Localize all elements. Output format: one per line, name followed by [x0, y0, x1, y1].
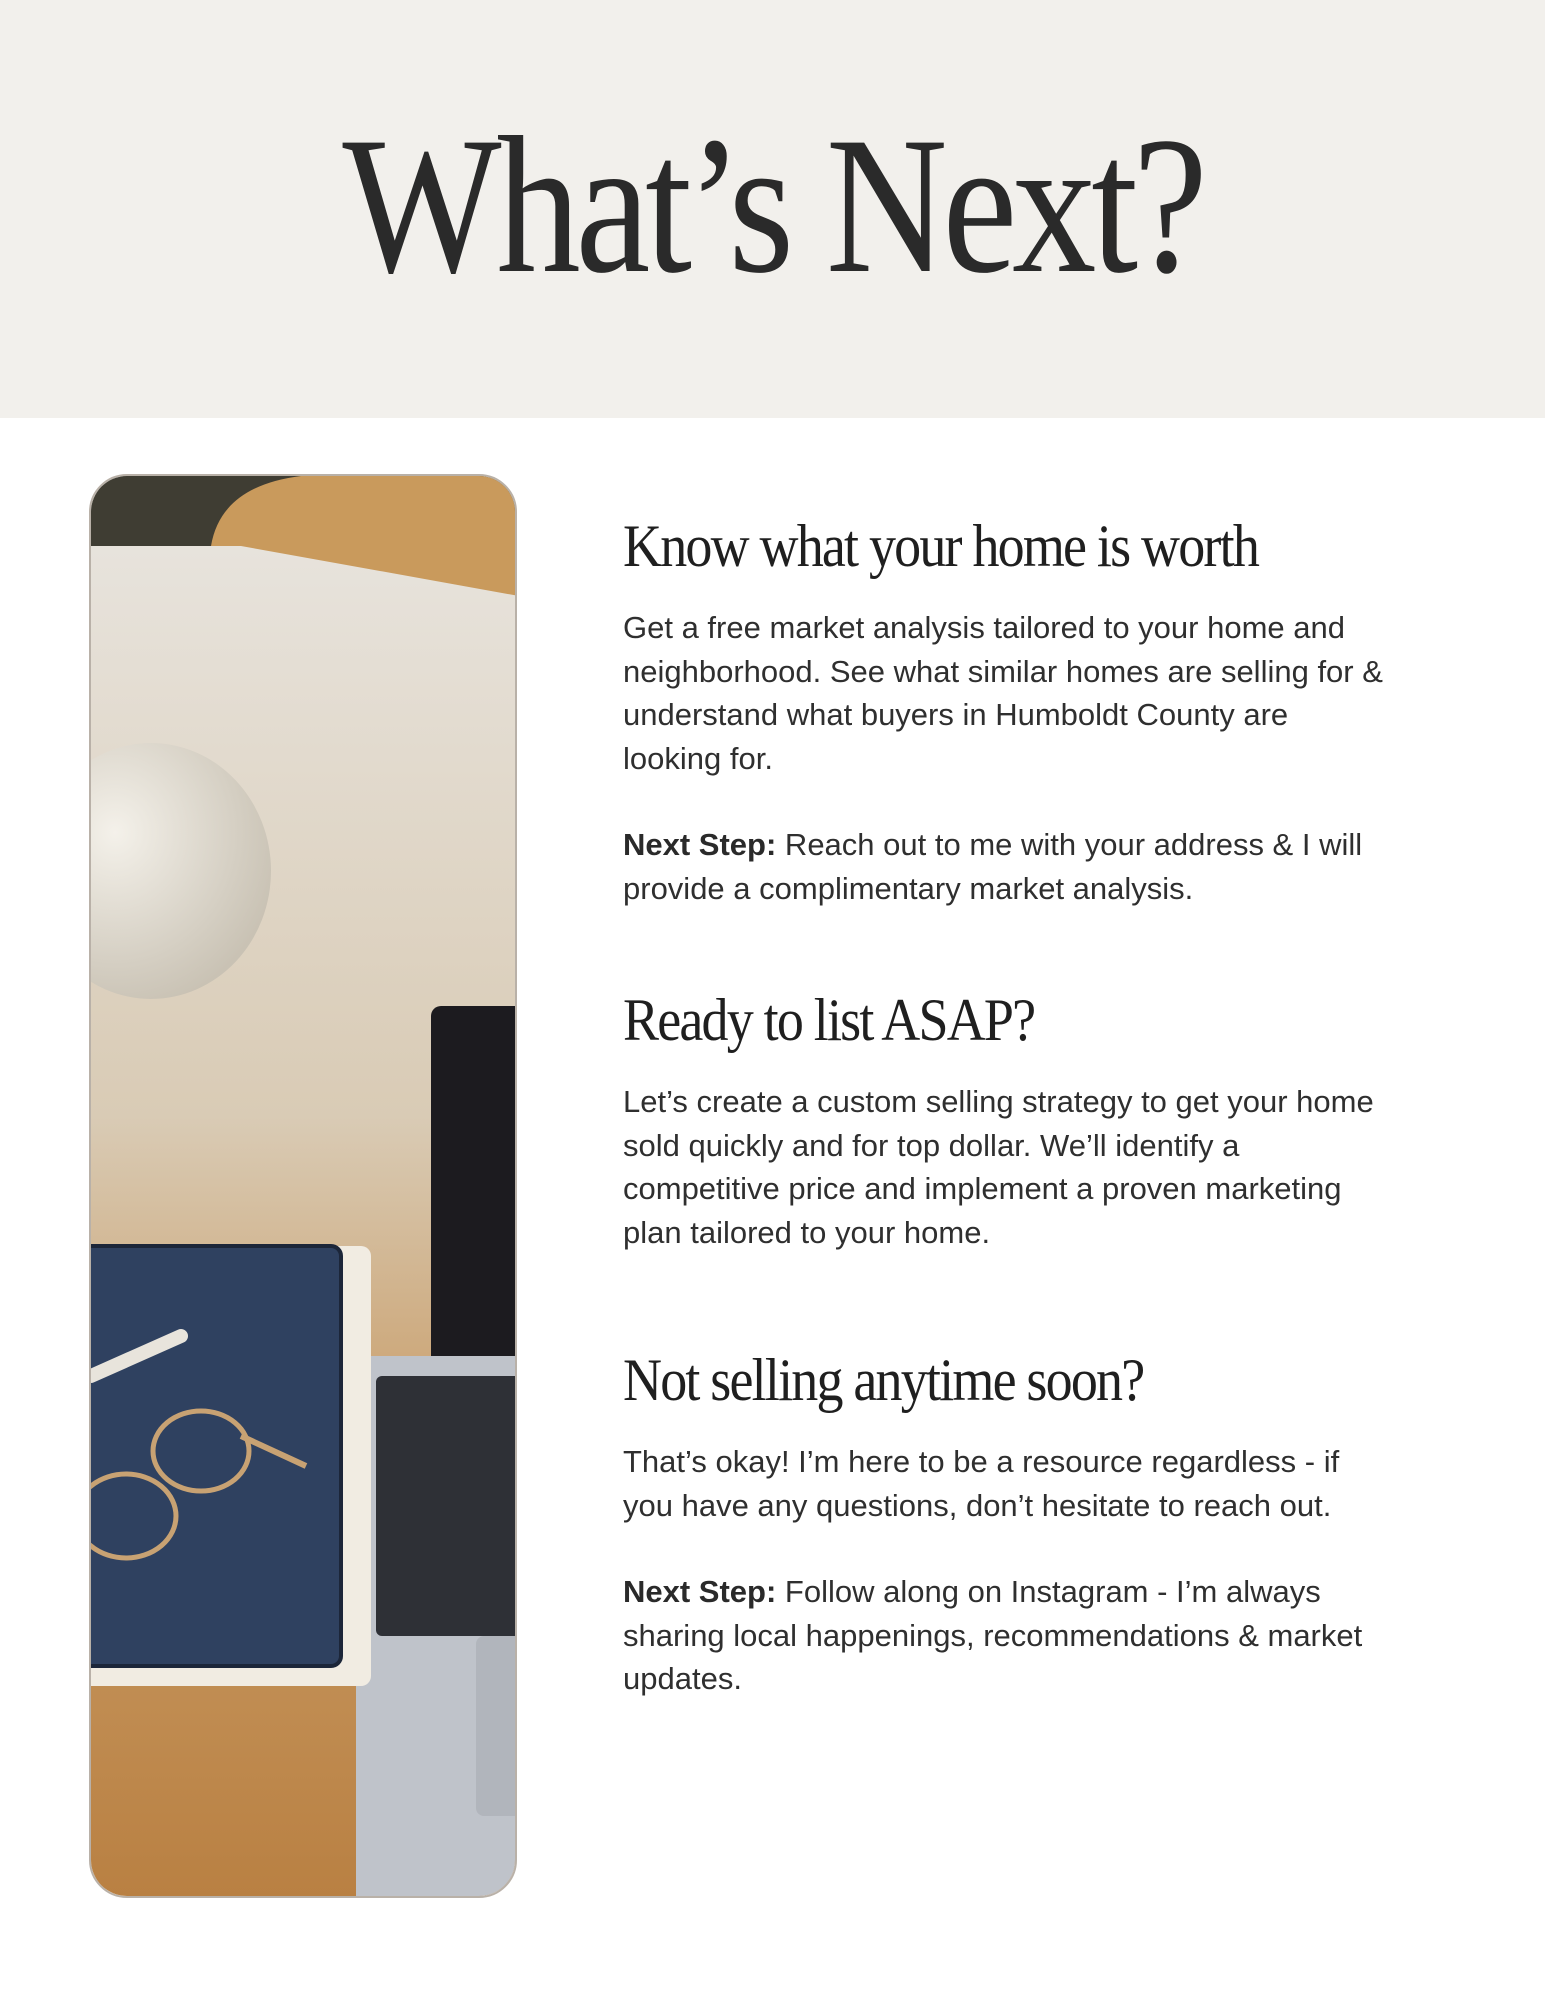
desk-photo-image — [89, 474, 517, 1898]
header-banner — [0, 0, 1545, 418]
section-heading: Know what your home is worth — [623, 513, 1259, 579]
section-heading: Ready to list ASAP? — [623, 987, 1035, 1053]
section-ready-to-list — [623, 984, 1383, 1254]
next-step-text: Follow along on Instagram - I’m always sharing local happenings, recommendations & market updates. — [623, 1574, 1363, 1696]
section-body: That’s okay! I’m here to be a resource regardless - if you have any questions, don’t hesitate to reach out. — [623, 1444, 1340, 1523]
section-home-worth — [623, 510, 1383, 910]
next-step — [623, 1570, 1383, 1701]
next-step-label: Next Step: — [623, 827, 777, 862]
section-not-selling — [623, 1344, 1383, 1701]
next-step — [623, 823, 1383, 910]
next-step-text: Reach out to me with your address & I will provide a complimentary market analysis. — [623, 827, 1363, 906]
desk-photo-icon — [91, 476, 517, 1898]
next-step-label: Next Step: — [623, 1574, 777, 1609]
section-body: Let’s create a custom selling strategy to get your home sold quickly and for top dollar. We’ll identify a competitive price and implement a proven marketing plan tailored to your home. — [623, 1084, 1374, 1250]
section-body: Get a free market analysis tailored to your home and neighborhood. See what similar homes are selling for & understand what buyers in Humboldt County are looking for. — [623, 610, 1383, 776]
page-title: What’s Next? — [342, 97, 1203, 314]
section-heading: Not selling anytime soon? — [623, 1347, 1144, 1413]
